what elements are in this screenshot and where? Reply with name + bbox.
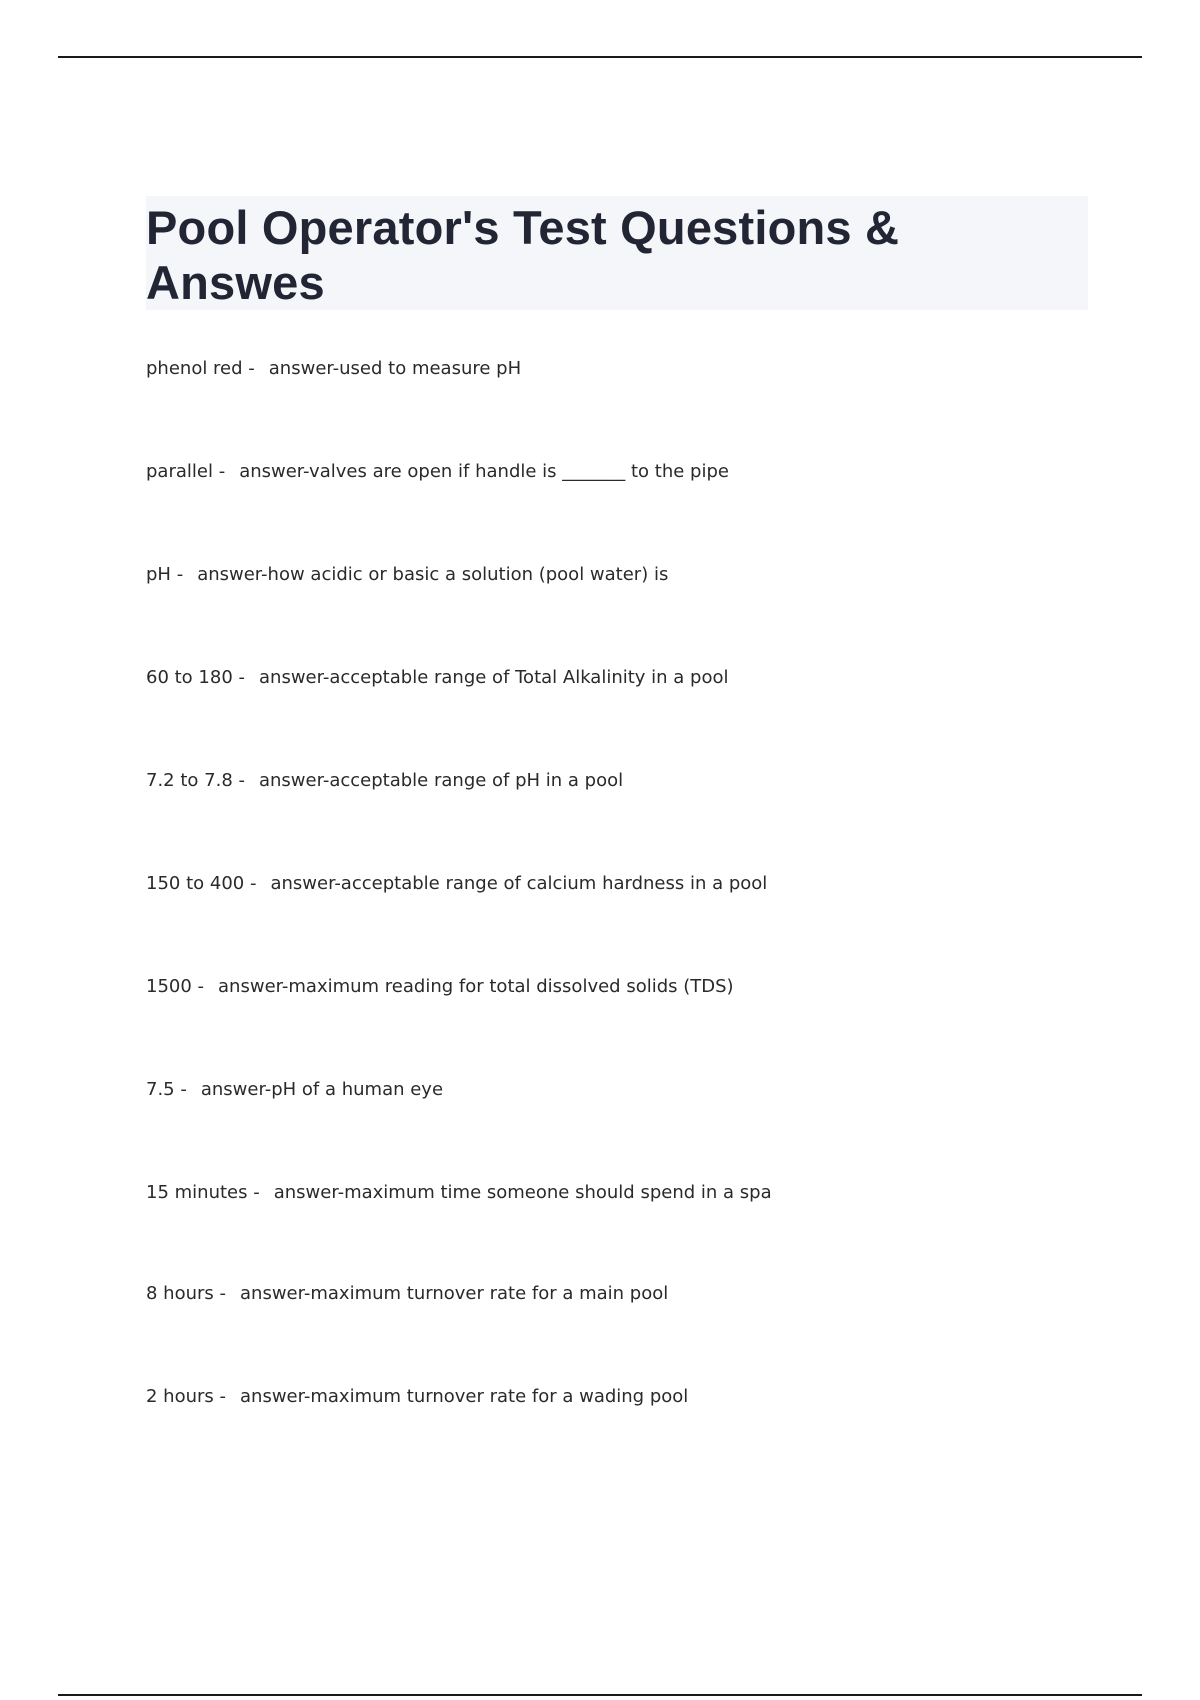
qa-term: 1500 - [146, 976, 204, 997]
qa-term: phenol red - [146, 358, 255, 379]
qa-term: 2 hours - [146, 1386, 226, 1407]
qa-term: 15 minutes - [146, 1182, 260, 1203]
qa-answer: answer-maximum turnover rate for a wading pool [240, 1386, 689, 1407]
page-title: Pool Operator's Test Questions & Answes [146, 201, 900, 309]
qa-term: parallel - [146, 461, 225, 482]
qa-term: 7.2 to 7.8 - [146, 770, 245, 791]
list-item [146, 1384, 688, 1410]
qa-term: 150 to 400 - [146, 873, 256, 894]
qa-answer: answer-acceptable range of calcium hardness in a pool [270, 873, 768, 894]
title-block [146, 196, 1088, 310]
qa-answer: answer-acceptable range of pH in a pool [258, 770, 624, 791]
top-rule [58, 56, 1142, 58]
bottom-rule [58, 1694, 1142, 1696]
list-item [146, 562, 668, 588]
qa-answer: answer-how acidic or basic a solution (pool water) is [197, 564, 669, 585]
qa-answer: answer-maximum time someone should spend in a spa [273, 1182, 772, 1203]
list-item [146, 665, 729, 691]
list-item [146, 871, 767, 897]
qa-term: 7.5 - [146, 1079, 187, 1100]
list-item [146, 974, 734, 1000]
qa-answer: answer-acceptable range of Total Alkalinity in a pool [259, 667, 729, 688]
list-item [146, 356, 521, 382]
qa-answer: answer-pH of a human eye [200, 1079, 444, 1100]
list-item [146, 1077, 443, 1103]
qa-term: 8 hours - [146, 1283, 226, 1304]
qa-answer: answer-maximum turnover rate for a main pool [240, 1283, 669, 1304]
qa-term: pH - [146, 564, 183, 585]
qa-term: 60 to 180 - [146, 667, 245, 688]
qa-answer: answer-maximum reading for total dissolved solids (TDS) [218, 976, 734, 997]
qa-answer: answer-used to measure pH [268, 358, 522, 379]
list-item [146, 768, 623, 794]
list-item [146, 459, 729, 485]
list-item [146, 1281, 668, 1307]
list-item [146, 1180, 772, 1206]
qa-answer: answer-valves are open if handle is _______ to the pipe [239, 461, 729, 482]
